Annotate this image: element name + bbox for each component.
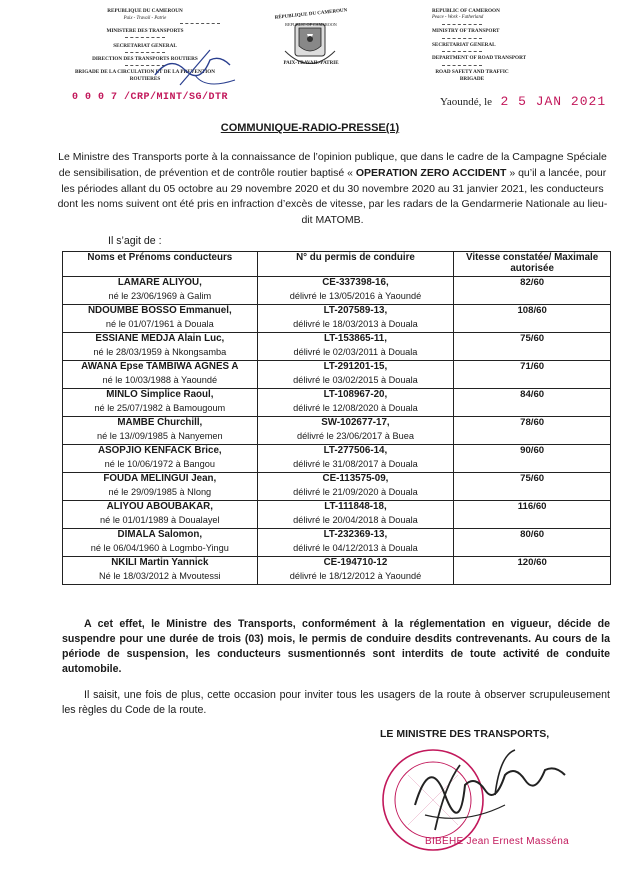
closing-paragraph	[62, 688, 610, 718]
driver-birth: Né le 18/03/2012 à Mvoutessi	[99, 570, 221, 581]
driver-cell	[63, 277, 258, 305]
driver-birth: né le 01/01/1989 à Doualayel	[100, 514, 220, 525]
left-header-initials-icon	[150, 45, 240, 95]
date-place: Yaoundé, le	[440, 96, 493, 108]
driver-name: NKILI Martin Yannick	[111, 557, 209, 568]
table-row	[63, 333, 611, 361]
seal-top-text: RÉPUBLIQUE DU CAMEROUN	[274, 8, 348, 21]
left-motto: Paix - Travail - Patrie	[123, 16, 167, 21]
table-header-row	[63, 252, 611, 277]
permit-issued: délivré le 21/09/2020 à Douala	[293, 486, 418, 497]
intro-paragraph	[55, 150, 610, 229]
table-row	[63, 473, 611, 501]
driver-name: MINLO Simplice Raoul,	[106, 389, 214, 400]
driver-birth: né le 10/06/1972 à Bangou	[104, 458, 215, 469]
speed-cell: 90/60	[454, 445, 611, 473]
signature-title: LE MINISTRE DES TRANSPORTS,	[380, 728, 550, 740]
driver-birth: né le 01/07/1961 à Douala	[105, 318, 214, 329]
permit-number: SW-102677-17,	[321, 417, 390, 428]
permit-issued: délivré le 04/12/2013 à Douala	[293, 542, 418, 553]
permit-number: CE-194710-12	[323, 557, 388, 568]
speed-cell: 82/60	[454, 277, 611, 305]
permit-number: LT-108967-20,	[323, 389, 388, 400]
permit-cell	[257, 501, 454, 529]
permit-number: CE-337398-16,	[322, 277, 389, 288]
driver-name: DIMALA Salomon,	[117, 529, 203, 540]
driver-birth: né le 28/03/1959 à Nkongsamba	[93, 346, 227, 357]
left-brigade: BRIGADE DE LA CIRCULATION ET DE LA PREVENTION ROUTIERES	[74, 69, 216, 82]
reference-number: 0 0 0 7 /CRP/MINT/SG/DTR	[72, 92, 229, 103]
table-row	[63, 557, 611, 585]
driver-birth: né le 10/03/1988 à Yaoundé	[102, 374, 218, 385]
permit-cell	[257, 333, 454, 361]
document-title: COMMUNIQUE-RADIO-PRESSE(1)	[220, 122, 400, 134]
republic-seal	[265, 6, 357, 86]
permit-number: LT-277506-14,	[323, 445, 388, 456]
minister-signature-icon	[405, 735, 575, 845]
minister-name: BIBEHE Jean Ernest Masséna	[425, 836, 569, 847]
driver-birth: né le 13//09/1985 à Nanyemen	[97, 430, 223, 441]
driver-name: MAMBE Churchill,	[117, 417, 203, 428]
driver-cell	[63, 445, 258, 473]
intro-bold: OPERATION ZERO ACCIDENT	[355, 166, 507, 179]
right-header	[432, 8, 582, 82]
permit-issued: délivré le 23/06/2017 à Buea	[296, 430, 414, 441]
permit-issued: délivré le 18/12/2012 à Yaoundé	[289, 570, 422, 581]
left-secretariat: SECRETARIAT GENERAL	[113, 43, 177, 49]
right-country: REPUBLIC OF CAMEROON	[432, 8, 500, 14]
driver-name: AWANA Epse TAMBIWA AGNES A	[81, 361, 239, 372]
driver-cell	[63, 361, 258, 389]
permit-issued: délivré le 03/02/2015 à Douala	[293, 374, 418, 385]
right-ministry: MINISTRY OF TRANSPORT	[432, 28, 500, 35]
date-stamp: 2 5 JAN 2021	[500, 94, 607, 109]
driver-birth: né le 06/04/1960 à Logmbo-Yingu	[90, 542, 229, 553]
permit-cell	[257, 529, 454, 557]
driver-name: NDOUMBE BOSSO Emmanuel,	[87, 305, 232, 316]
driver-cell	[63, 473, 258, 501]
speed-cell: 116/60	[454, 501, 611, 529]
permit-number: LT-111848-18,	[324, 501, 387, 512]
left-ministry: MINISTERE DES TRANSPORTS	[106, 28, 184, 34]
speed-cell: 75/60	[454, 333, 611, 361]
table-row	[63, 529, 611, 557]
driver-name: FOUDA MELINGUI Jean,	[103, 473, 217, 484]
list-intro: Il s’agit de :	[108, 235, 162, 247]
driver-cell	[63, 529, 258, 557]
decision-text: A cet effet, le Ministre des Transports, conformément à la réglementation en vigueur, décide de suspendre pour une durée de trois (03) mois, le permis de conduire desdits contrevenants. Au cours de la période de suspension, les conducteurs susmentionnés sont interdits de toute activité de conduite automobile.	[62, 618, 610, 675]
header-permit: N° du permis de conduire	[257, 252, 454, 277]
speed-cell: 80/60	[454, 529, 611, 557]
table-row	[63, 305, 611, 333]
left-country: REPUBLIQUE DU CAMEROUN	[107, 8, 183, 14]
intro-text-after: » qu’il a lancée, pour les périodes allant du 05 octobre au 29 novembre 2020 et du 30 novembre 2020 au 31 janvier 2021, les conducteurs dont les noms suivent ont été pris en infraction d’excès de vitesse, par les radars de la Gendarmerie Nationale au lieu-dit MATOMB.	[57, 166, 608, 227]
permit-issued: délivré le 13/05/2016 à Yaoundé	[289, 290, 422, 301]
permit-cell	[257, 305, 454, 333]
table-row	[63, 445, 611, 473]
header-names: Noms et Prénoms conducteurs	[63, 252, 258, 277]
driver-cell	[63, 557, 258, 585]
driver-name: LAMARE ALIYOU,	[117, 277, 202, 288]
driver-cell	[63, 333, 258, 361]
permit-issued: délivré le 20/04/2018 à Douala	[293, 514, 418, 525]
seal-sub-text: REPUBLIC OF CAMEROON	[285, 22, 337, 27]
seal-bottom-text: PAIX-TRAVAIL-PATRIE	[283, 61, 339, 66]
right-brigade: ROAD SAFETY AND TRAFFIC BRIGADE	[435, 68, 509, 82]
permit-cell	[257, 361, 454, 389]
table-row	[63, 361, 611, 389]
driver-name: ALIYOU ABOUBAKAR,	[106, 501, 213, 512]
header-speed: Vitesse constatée/ Maximale autorisée	[454, 252, 611, 277]
permit-issued: délivré le 18/03/2013 à Douala	[293, 318, 418, 329]
permit-cell	[257, 277, 454, 305]
permit-number: LT-232369-13,	[323, 529, 388, 540]
permit-issued: délivré le 31/08/2017 à Douala	[293, 458, 418, 469]
speed-cell: 78/60	[454, 417, 611, 445]
speed-cell: 120/60	[454, 557, 611, 585]
permit-number: CE-113575-09,	[322, 473, 389, 484]
permit-number: LT-291201-15,	[323, 361, 388, 372]
driver-name: ASOPJIO KENFACK Brice,	[98, 445, 222, 456]
driver-birth: né le 25/07/1982 à Bamougoum	[94, 402, 226, 413]
driver-birth: né le 23/06/1969 à Galim	[108, 290, 212, 301]
right-department: DEPARTMENT OF ROAD TRANSPORT	[432, 55, 527, 62]
permit-cell	[257, 473, 454, 501]
right-motto: Peace - Work - Fatherland	[432, 14, 484, 20]
speed-cell: 108/60	[454, 305, 611, 333]
table-row	[63, 417, 611, 445]
driver-name: ESSIANE MEDJA Alain Luc,	[95, 333, 225, 344]
closing-text: Il saisit, une fois de plus, cette occasion pour inviter tous les usagers de la route à observer scrupuleusement les règles du Code de la route.	[62, 689, 610, 716]
offenders-table	[62, 251, 611, 585]
intro-text-before: Le Ministre des Transports porte à la connaissance de l’opinion publique, que dans le cadre de la Campagne Spéciale de sensibilisation, de prévention et de contrôle routier baptisé «	[58, 151, 607, 179]
driver-cell	[63, 501, 258, 529]
driver-cell	[63, 389, 258, 417]
driver-birth: né le 29/09/1985 à Nlong	[108, 486, 212, 497]
right-secretariat: SECRETARIAT GENERAL	[432, 41, 496, 48]
permit-cell	[257, 557, 454, 585]
permit-cell	[257, 389, 454, 417]
date-line	[440, 92, 606, 110]
speed-cell: 71/60	[454, 361, 611, 389]
left-direction: DIRECTION DES TRANSPORTS ROUTIERS	[92, 56, 198, 62]
permit-cell	[257, 445, 454, 473]
permit-number: LT-207589-13,	[323, 305, 388, 316]
speed-cell: 84/60	[454, 389, 611, 417]
permit-number: LT-153865-11,	[323, 333, 387, 344]
decision-paragraph	[62, 617, 610, 677]
table-row	[63, 277, 611, 305]
driver-cell	[63, 305, 258, 333]
speed-cell: 75/60	[454, 473, 611, 501]
table-row	[63, 501, 611, 529]
table-row	[63, 389, 611, 417]
permit-issued: délivré le 02/03/2011 à Douala	[293, 346, 418, 357]
permit-cell	[257, 417, 454, 445]
permit-issued: délivré le 12/08/2020 à Douala	[293, 402, 418, 413]
driver-cell	[63, 417, 258, 445]
